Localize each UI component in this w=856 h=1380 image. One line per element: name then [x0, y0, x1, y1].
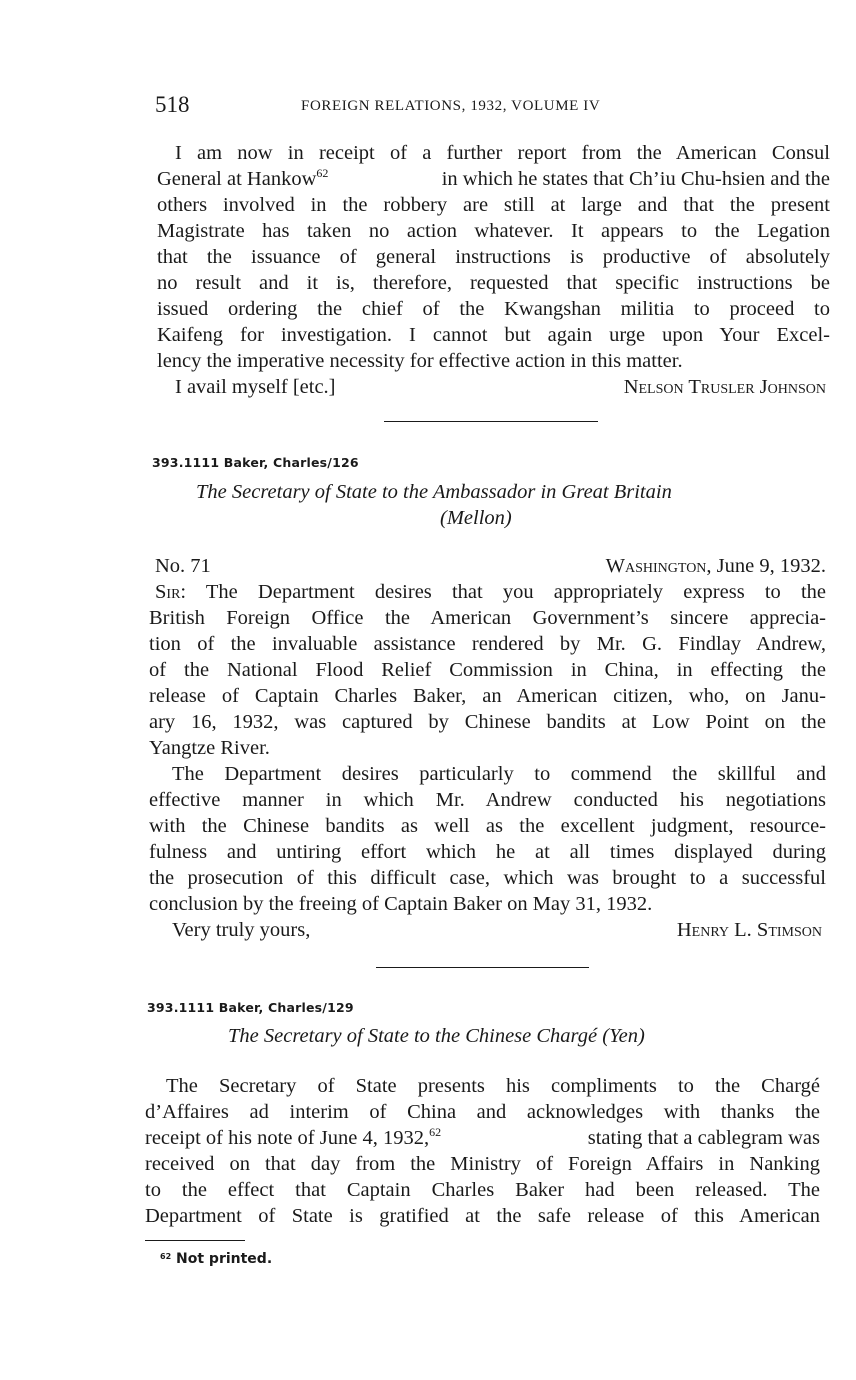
paragraph-line: no result and it is, therefore, requested that specific instructions be: [157, 272, 830, 294]
footnote-ref: 62: [429, 1125, 442, 1139]
paragraph-line: that the issuance of general instructions is productive of absolutely: [157, 246, 830, 268]
date: , June 9, 1932.: [706, 555, 826, 577]
paragraph-line: Magistrate has taken no action whatever. It appears to the Legation: [157, 220, 830, 242]
footnote: [160, 1251, 272, 1267]
document-title-cont: (Mellon): [440, 507, 512, 529]
paragraph-line: Department of State is gratified at the safe release of this American: [145, 1205, 820, 1227]
paragraph-line: with the Chinese bandits as well as the excellent judgment, resource-: [149, 815, 826, 837]
paragraph-line: receipt of his note of June 4, 1932,62 stating that a cablegram was: [145, 1125, 820, 1149]
signature: Henry L. Stimson: [676, 919, 822, 941]
paragraph-line: I am now in receipt of a further report from the American Consul: [175, 142, 830, 164]
paragraph-line: to the effect that Captain Charles Baker had been released. The: [145, 1179, 820, 1201]
paragraph-line: ary 16, 1932, was captured by Chinese bandits at Low Point on the: [149, 711, 826, 733]
running-header: [155, 92, 825, 122]
paragraph-line: Yangtze River.: [149, 737, 270, 759]
paragraph-line: lency the imperative necessity for effective action in this matter.: [157, 350, 683, 372]
signature: Nelson Trusler Johnson: [623, 376, 826, 398]
paragraph-line: fulness and untiring effort which he at all times displayed during: [149, 841, 826, 863]
document-title: The Secretary of State to the Chinese Chargé (Yen): [228, 1025, 645, 1047]
document-number: No. 71: [155, 555, 211, 577]
file-number: 393.1111 Baker, Charles/129: [147, 1000, 354, 1015]
paragraph-line: Kaifeng for investigation. I cannot but again urge upon Your Excel-: [157, 324, 830, 346]
file-number: 393.1111 Baker, Charles/126: [152, 455, 359, 470]
page-number: 518: [155, 92, 190, 117]
paragraph-line: The Department desires particularly to commend the skillful and: [172, 763, 826, 785]
footnote-text: Not printed.: [176, 1251, 273, 1267]
paragraph-line: effective manner in which Mr. Andrew conducted his negotiations: [149, 789, 826, 811]
paragraph-line: Sir : The Department desires that you appropriately express to the: [155, 581, 826, 603]
paragraph-line: others involved in the robbery are still at large and that the present: [157, 194, 830, 216]
paragraph-line: The Secretary of State presents his compliments to the Chargé: [166, 1075, 820, 1097]
paragraph-line: General at Hankow$^{62}$ in which he states that Ch’iu Chu-hsien and the: [157, 166, 830, 190]
document-title: The Secretary of State to the Ambassador in Great Britain: [196, 481, 672, 503]
running-title: FOREIGN RELATIONS, 1932, VOLUME IV: [301, 98, 601, 114]
paragraph-line: conclusion by the freeing of Captain Baker on May 31, 1932.: [149, 893, 653, 915]
paragraph-line: d’Affaires ad interim of China and acknowledges with thanks the: [145, 1101, 820, 1123]
paragraph-line: release of Captain Charles Baker, an American citizen, who, on Janu-: [149, 685, 826, 707]
dateline: [606, 553, 826, 579]
divider: [384, 421, 598, 422]
closing: I avail myself [etc.]: [175, 376, 336, 398]
paragraph-line: British Foreign Office the American Government’s sincere apprecia-: [149, 607, 826, 629]
place: Washington: [605, 555, 707, 577]
paragraph-line: received on that day from the Ministry of Foreign Affairs in Nanking: [145, 1153, 820, 1175]
paragraph-line: tion of the invaluable assistance rendered by Mr. G. Findlay Andrew,: [149, 633, 826, 655]
paragraph-line: issued ordering the chief of the Kwangshan militia to proceed to: [157, 298, 830, 320]
footnote-ref: 62: [316, 166, 329, 180]
footnote-marker: 62: [160, 1252, 172, 1261]
closing: Very truly yours,: [172, 919, 311, 941]
footnote-rule: [145, 1240, 245, 1241]
divider: [376, 967, 589, 968]
paragraph-line: of the National Flood Relief Commission in China, in effecting the: [149, 659, 826, 681]
paragraph-line: the prosecution of this difficult case, which was brought to a successful: [149, 867, 826, 889]
salutation: Sir: [155, 581, 181, 603]
